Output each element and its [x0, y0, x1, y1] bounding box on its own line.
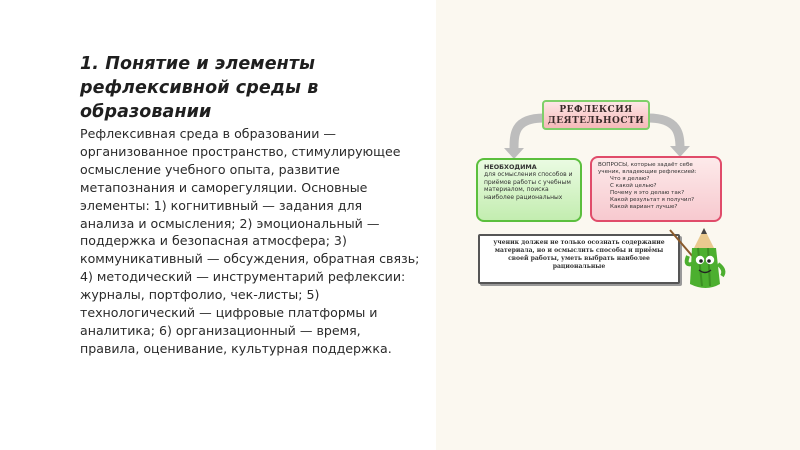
- note-box: [478, 234, 680, 284]
- questions-lead: ВОПРОСЫ, которые задаёт себе ученик, владеющие рефлексией:: [598, 162, 697, 175]
- questions-box: [590, 156, 722, 222]
- note-text: ученик должен не только осознать содержание материала, но и осмыслить способы и приёмы своей работы, уметь выбрать наиболее рациональные: [493, 239, 665, 270]
- reflection-title-box: [542, 100, 650, 130]
- necessity-box: [476, 158, 582, 222]
- necessity-lead: НЕОБХОДИМА: [484, 163, 537, 171]
- question-item: Какой вариант лучше?: [610, 204, 678, 210]
- question-item: С какой целью?: [610, 183, 657, 189]
- question-item: Какой результат я получил?: [610, 197, 695, 203]
- slide-body-text: Рефлексивная среда в образовании — организованное пространство, стимулирующее осмысление учебного опыта, развитие метапознания и саморегуляции. Основные элементы: 1) когнитивный — задания для анализа и осмысления; 2) эмоциональный — поддержка и безопасная атмосфера; 3) коммуникативный — обсуждения, обратная связь; 4) методический — инструментарий рефлексии: журналы, портфолио, чек-листы; 5) технологический — цифровые платформы и аналитика; 6) организационный — время, правила, оценивание, культурная поддержка.: [80, 126, 420, 356]
- reflection-title-line1: РЕФЛЕКСИЯ: [559, 105, 633, 115]
- arrow-left-icon: [514, 118, 544, 150]
- reflection-title-line2: ДЕЯТЕЛЬНОСТИ: [547, 116, 645, 126]
- question-item: Почему я это делаю так?: [610, 190, 685, 196]
- question-item: Что я делаю?: [610, 176, 650, 182]
- necessity-text: для осмысления способов и приёмов работы с учебным материалом, поиска наиболее рациональных: [484, 171, 573, 201]
- pencil-character-icon: [668, 226, 732, 292]
- arrow-right-icon: [648, 118, 680, 148]
- slide-title: 1. Понятие и элементы рефлексивной среды в образовании: [80, 54, 319, 122]
